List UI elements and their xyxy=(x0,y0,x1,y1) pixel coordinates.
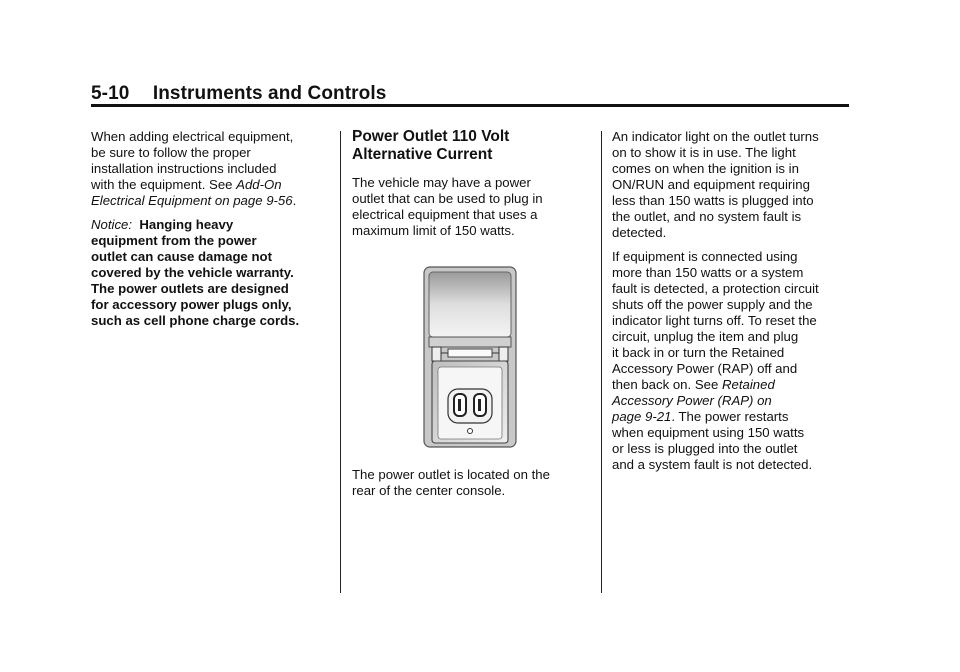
notice-text: covered by the vehicle warranty. xyxy=(91,265,294,280)
heading-line: Alternative Current xyxy=(352,146,493,163)
hinge-left xyxy=(432,347,441,361)
notice-text: Hanging heavy xyxy=(139,217,234,232)
page-header xyxy=(91,83,386,105)
text-line: detected. xyxy=(612,225,667,240)
text-line: Accessory Power (RAP) off and xyxy=(612,361,798,376)
notice-paragraph xyxy=(91,217,331,329)
indicator-light xyxy=(448,349,492,357)
text-line: indicator light turns off. To reset the xyxy=(612,313,817,328)
text-line: with the equipment. See xyxy=(91,177,237,192)
outlet-hinge xyxy=(429,337,511,347)
text-line: The power outlet is located on the xyxy=(352,467,550,482)
text-line: then back on. See xyxy=(612,377,722,392)
notice-label: Notice: xyxy=(91,217,133,232)
cross-reference-link[interactable]: Add-On xyxy=(236,177,282,192)
notice-text: equipment from the power xyxy=(91,233,257,248)
text-line: on to show it is in use. The light xyxy=(612,145,796,160)
text-line: be sure to follow the proper xyxy=(91,145,251,160)
text-line: comes on when the ignition is in xyxy=(612,161,799,176)
power-outlet-illustration xyxy=(352,265,588,451)
page-number: 5-10 xyxy=(91,83,130,104)
text-line: fault is detected, a protection circuit xyxy=(612,281,819,296)
text-line: shuts off the power supply and the xyxy=(612,297,813,312)
text-line: when equipment using 150 watts xyxy=(612,425,805,440)
text-line: and a system fault is not detected. xyxy=(612,457,813,472)
hinge-right xyxy=(499,347,508,361)
heading-line: Power Outlet 110 Volt xyxy=(352,128,510,145)
notice-text: such as cell phone charge cords. xyxy=(91,313,300,328)
notice-text: outlet can cause damage not xyxy=(91,249,273,264)
notice-text: for accessory power plugs only, xyxy=(91,297,292,312)
intro-paragraph xyxy=(91,129,331,209)
fault-paragraph xyxy=(612,249,852,473)
description-paragraph xyxy=(352,175,588,239)
column-2 xyxy=(352,129,588,507)
column-divider-2 xyxy=(601,131,602,593)
cross-reference-link[interactable]: Accessory Power (RAP) on xyxy=(612,393,772,408)
text-line: it back in or turn the Retained xyxy=(612,345,785,360)
cross-reference-link[interactable]: Retained xyxy=(721,377,775,392)
text-line: ON/RUN and equipment requiring xyxy=(612,177,810,192)
text-line: the outlet, and no system fault is xyxy=(612,209,802,224)
text-line: less than 150 watts is plugged into xyxy=(612,193,814,208)
text-line: maximum limit of 150 watts. xyxy=(352,223,515,238)
text-line: . The power restarts xyxy=(671,409,789,424)
section-title: Instruments and Controls xyxy=(152,83,387,104)
section-heading xyxy=(352,128,588,164)
text-line: rear of the center console. xyxy=(352,483,506,498)
text-line: or less is plugged into the outlet xyxy=(612,441,798,456)
text-line: An indicator light on the outlet turns xyxy=(612,129,819,144)
text-line: The vehicle may have a power xyxy=(352,175,531,190)
column-1 xyxy=(91,129,331,337)
header-rule xyxy=(91,104,849,107)
location-paragraph xyxy=(352,467,588,499)
column-3 xyxy=(612,129,852,481)
cross-reference-link[interactable]: page 9-21 xyxy=(612,409,672,424)
text-line: outlet that can be used to plug in xyxy=(352,191,543,206)
cross-reference-link[interactable]: Electrical Equipment on page 9-56 xyxy=(91,193,293,208)
notice-text: The power outlets are designed xyxy=(91,281,289,296)
outlet-lid xyxy=(429,272,511,337)
text-line: circuit, unplug the item and plug xyxy=(612,329,799,344)
indicator-paragraph xyxy=(612,129,852,241)
text-line: . xyxy=(292,193,297,208)
text-line: electrical equipment that uses a xyxy=(352,207,538,222)
column-divider-1 xyxy=(340,131,341,593)
screw xyxy=(468,429,473,434)
text-line: more than 150 watts or a system xyxy=(612,265,804,280)
text-line: If equipment is connected using xyxy=(612,249,798,264)
text-line: When adding electrical equipment, xyxy=(91,129,294,144)
text-line: installation instructions included xyxy=(91,161,277,176)
